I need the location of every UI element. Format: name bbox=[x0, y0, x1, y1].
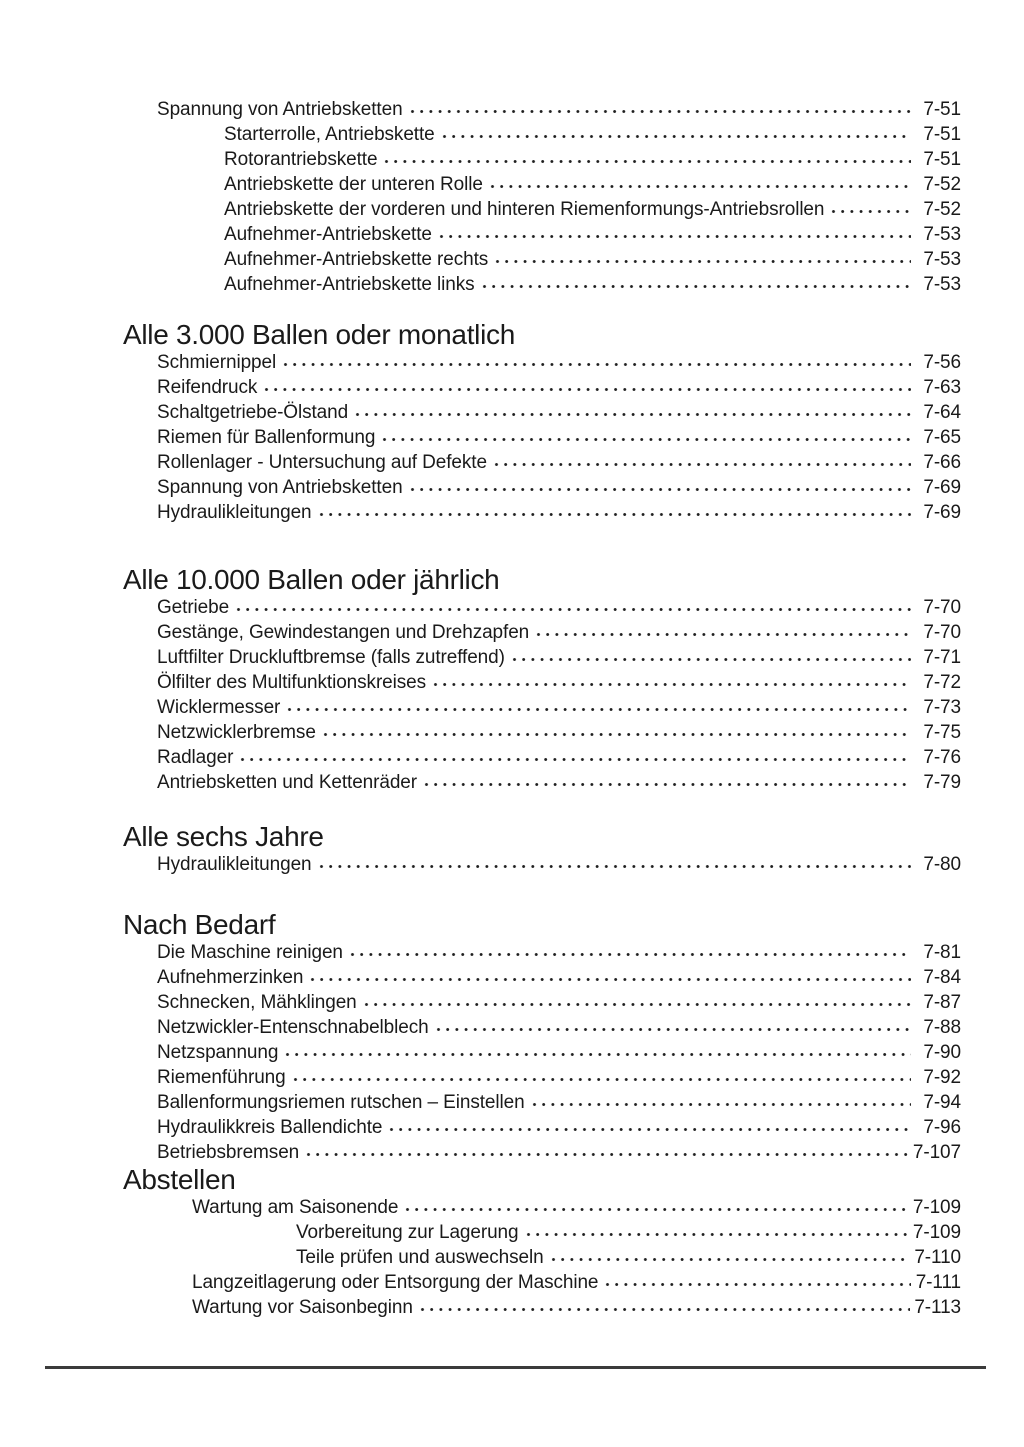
toc-entry-label: Spannung von Antriebsketten bbox=[157, 99, 403, 120]
toc-entry-page-number: 7-111 bbox=[915, 1272, 961, 1293]
leader-dots bbox=[549, 1258, 911, 1263]
toc-entry bbox=[123, 450, 961, 475]
toc-entry-label: Netzwickler-Entenschnabelblech bbox=[157, 1017, 429, 1038]
toc-entry-label: Aufnehmerzinken bbox=[157, 967, 304, 988]
toc-entry-page-number: 7-69 bbox=[923, 477, 961, 498]
toc-entry bbox=[123, 197, 961, 222]
toc-entry-page-number: 7-110 bbox=[914, 1247, 961, 1268]
toc-entry-label: Langzeitlagerung oder Entsorgung der Maschine bbox=[192, 1272, 599, 1293]
leader-dots bbox=[488, 185, 911, 190]
toc-entry-page-number: 7-75 bbox=[923, 722, 961, 743]
toc-entry-label: Aufnehmer-Antriebskette rechts bbox=[224, 249, 489, 270]
toc-entry-page-number: 7-79 bbox=[923, 772, 961, 793]
leader-dots bbox=[382, 160, 911, 165]
toc-entry bbox=[123, 1115, 961, 1140]
toc-entry-label: Riemen für Ballenformung bbox=[157, 427, 376, 448]
toc-entry bbox=[123, 965, 961, 990]
toc-entry-page-number: 7-65 bbox=[923, 427, 961, 448]
leader-dots bbox=[281, 363, 911, 368]
toc-entry bbox=[123, 272, 961, 297]
toc-entry bbox=[123, 147, 961, 172]
toc-entry-page-number: 7-73 bbox=[923, 697, 961, 718]
toc-section-heading: Abstellen bbox=[123, 1164, 236, 1195]
toc-entry-page-number: 7-63 bbox=[923, 377, 961, 398]
toc-entry-label: Rollenlager - Untersuchung auf Defekte bbox=[157, 452, 487, 473]
toc-entry-label: Gestänge, Gewindestangen und Drehzapfen bbox=[157, 622, 530, 643]
toc-section bbox=[123, 320, 961, 525]
toc-entry-label: Wartung vor Saisonbeginn bbox=[192, 1297, 413, 1318]
toc-entry-page-number: 7-81 bbox=[923, 942, 961, 963]
toc-entry bbox=[123, 620, 961, 645]
toc-entry bbox=[123, 1140, 961, 1165]
toc-entry-page-number: 7-107 bbox=[912, 1142, 961, 1163]
toc-entry bbox=[123, 940, 961, 965]
toc-entry-page-number: 7-52 bbox=[923, 174, 961, 195]
toc-section-heading: Alle 3.000 Ballen oder monatlich bbox=[123, 319, 515, 350]
toc-entry-page-number: 7-94 bbox=[923, 1092, 961, 1113]
toc-entry bbox=[123, 1220, 961, 1245]
toc-entry-page-number: 7-51 bbox=[923, 99, 961, 120]
toc-entry-label: Hydraulikkreis Ballendichte bbox=[157, 1117, 383, 1138]
toc-entry-page-number: 7-64 bbox=[923, 402, 961, 423]
toc-entry-label: Hydraulikleitungen bbox=[157, 854, 312, 875]
leader-dots bbox=[480, 285, 911, 290]
toc-entry-label: Rotorantriebskette bbox=[224, 149, 378, 170]
toc-entry bbox=[123, 745, 961, 770]
toc-entry-label: Luftfilter Druckluftbremse (falls zutreffend) bbox=[157, 647, 505, 668]
leader-dots bbox=[234, 608, 911, 613]
leader-dots bbox=[317, 513, 911, 518]
toc-entry bbox=[123, 1270, 961, 1295]
toc-entry bbox=[123, 720, 961, 745]
toc-entry bbox=[123, 122, 961, 147]
leader-dots bbox=[422, 783, 911, 788]
leader-dots bbox=[283, 1053, 911, 1058]
toc-entry-label: Aufnehmer-Antriebskette bbox=[224, 224, 432, 245]
toc-entry-page-number: 7-66 bbox=[923, 452, 961, 473]
leader-dots bbox=[262, 388, 911, 393]
leader-dots bbox=[431, 683, 911, 688]
toc-entry-page-number: 7-70 bbox=[923, 622, 961, 643]
leader-dots bbox=[403, 1208, 909, 1213]
toc-entry bbox=[123, 852, 961, 877]
leader-dots bbox=[304, 1153, 909, 1158]
toc-entry-page-number: 7-92 bbox=[923, 1067, 961, 1088]
leader-dots bbox=[829, 210, 911, 215]
toc-entry-page-number: 7-76 bbox=[923, 747, 961, 768]
toc-entry-page-number: 7-51 bbox=[923, 124, 961, 145]
toc-entry-label: Riemenführung bbox=[157, 1067, 286, 1088]
toc-entry-page-number: 7-69 bbox=[923, 502, 961, 523]
toc-entry-label: Schaltgetriebe-Ölstand bbox=[157, 402, 349, 423]
toc-entry bbox=[123, 97, 961, 122]
leader-dots bbox=[437, 235, 911, 240]
toc-entry-page-number: 7-53 bbox=[923, 274, 961, 295]
toc-entry-label: Betriebsbremsen bbox=[157, 1142, 300, 1163]
toc-section bbox=[123, 1165, 961, 1320]
toc-entry bbox=[123, 172, 961, 197]
toc-entry-label: Wartung am Saisonende bbox=[192, 1197, 399, 1218]
toc-entry bbox=[123, 375, 961, 400]
toc-entry-page-number: 7-109 bbox=[912, 1197, 961, 1218]
toc-entry-label: Schmiernippel bbox=[157, 352, 277, 373]
toc-entry bbox=[123, 670, 961, 695]
toc-entry-page-number: 7-52 bbox=[923, 199, 961, 220]
toc-entry-page-number: 7-109 bbox=[912, 1222, 961, 1243]
toc-entry-page-number: 7-70 bbox=[923, 597, 961, 618]
leader-dots bbox=[510, 658, 911, 663]
toc-entry-page-number: 7-53 bbox=[923, 224, 961, 245]
toc-entry-label: Schnecken, Mähklingen bbox=[157, 992, 357, 1013]
toc-entry bbox=[123, 990, 961, 1015]
toc-entry-page-number: 7-96 bbox=[923, 1117, 961, 1138]
toc-entry-page-number: 7-56 bbox=[923, 352, 961, 373]
toc-entry-page-number: 7-51 bbox=[923, 149, 961, 170]
toc-entry-label: Starterrolle, Antriebskette bbox=[224, 124, 435, 145]
toc-entry bbox=[123, 695, 961, 720]
toc-entry-label: Netzspannung bbox=[157, 1042, 279, 1063]
toc-entry-label: Wicklermesser bbox=[157, 697, 281, 718]
toc-entry-label: Ballenformungsriemen rutschen – Einstellen bbox=[157, 1092, 525, 1113]
toc-entry-label: Aufnehmer-Antriebskette links bbox=[224, 274, 475, 295]
toc-entry-label: Radlager bbox=[157, 747, 234, 768]
toc-entry-label: Hydraulikleitungen bbox=[157, 502, 312, 523]
toc-section-heading: Alle sechs Jahre bbox=[123, 821, 324, 852]
leader-dots bbox=[418, 1308, 911, 1313]
leader-dots bbox=[387, 1128, 911, 1133]
toc-entry bbox=[123, 1065, 961, 1090]
toc-entry-page-number: 7-53 bbox=[923, 249, 961, 270]
leader-dots bbox=[534, 633, 911, 638]
toc-entry-label: Getriebe bbox=[157, 597, 230, 618]
toc-entry bbox=[123, 500, 961, 525]
toc-entry bbox=[123, 475, 961, 500]
toc-entry-page-number: 7-90 bbox=[923, 1042, 961, 1063]
toc-entry-label: Spannung von Antriebsketten bbox=[157, 477, 403, 498]
toc-entry bbox=[123, 1040, 961, 1065]
toc-entry bbox=[123, 645, 961, 670]
toc-section bbox=[123, 910, 961, 1165]
toc-entry-label: Reifendruck bbox=[157, 377, 258, 398]
leader-dots bbox=[440, 135, 911, 140]
table-of-contents bbox=[123, 97, 961, 1320]
leader-dots bbox=[492, 463, 911, 468]
toc-entry bbox=[123, 425, 961, 450]
leader-dots bbox=[348, 953, 911, 958]
toc-entry-label: Antriebskette der vorderen und hinteren Riemenformungs-Antriebsrollen bbox=[224, 199, 825, 220]
toc-section bbox=[123, 565, 961, 795]
toc-entry-label: Vorbereitung zur Lagerung bbox=[296, 1222, 519, 1243]
toc-entry-page-number: 7-72 bbox=[923, 672, 961, 693]
leader-dots bbox=[380, 438, 911, 443]
toc-entry-label: Die Maschine reinigen bbox=[157, 942, 343, 963]
toc-section-heading: Nach Bedarf bbox=[123, 909, 276, 940]
leader-dots bbox=[353, 413, 911, 418]
leader-dots bbox=[524, 1233, 909, 1238]
toc-entry bbox=[123, 595, 961, 620]
toc-entry bbox=[123, 350, 961, 375]
leader-dots bbox=[493, 260, 911, 265]
toc-entry-label: Netzwicklerbremse bbox=[157, 722, 316, 743]
toc-section bbox=[123, 97, 961, 297]
toc-entry-page-number: 7-87 bbox=[923, 992, 961, 1013]
toc-section-heading: Alle 10.000 Ballen oder jährlich bbox=[123, 564, 500, 595]
toc-entry-page-number: 7-71 bbox=[923, 647, 961, 668]
toc-entry bbox=[123, 222, 961, 247]
toc-entry bbox=[123, 770, 961, 795]
leader-dots bbox=[603, 1283, 911, 1288]
toc-entry-page-number: 7-113 bbox=[914, 1297, 961, 1318]
leader-dots bbox=[408, 110, 911, 115]
toc-entry bbox=[123, 1195, 961, 1220]
toc-entry bbox=[123, 247, 961, 272]
leader-dots bbox=[291, 1078, 911, 1083]
leader-dots bbox=[434, 1028, 911, 1033]
footer-rule bbox=[45, 1366, 986, 1369]
leader-dots bbox=[238, 758, 911, 763]
leader-dots bbox=[530, 1103, 911, 1108]
toc-entry bbox=[123, 1245, 961, 1270]
toc-entry-page-number: 7-88 bbox=[923, 1017, 961, 1038]
toc-entry bbox=[123, 400, 961, 425]
leader-dots bbox=[285, 708, 911, 713]
toc-entry bbox=[123, 1295, 961, 1320]
toc-entry-label: Antriebsketten und Kettenräder bbox=[157, 772, 418, 793]
toc-entry-page-number: 7-84 bbox=[923, 967, 961, 988]
toc-entry bbox=[123, 1015, 961, 1040]
toc-entry-label: Teile prüfen und auswechseln bbox=[296, 1247, 544, 1268]
toc-entry-label: Antriebskette der unteren Rolle bbox=[224, 174, 483, 195]
toc-entry-page-number: 7-80 bbox=[923, 854, 961, 875]
leader-dots bbox=[321, 733, 911, 738]
toc-section bbox=[123, 822, 961, 877]
toc-entry bbox=[123, 1090, 961, 1115]
leader-dots bbox=[362, 1003, 911, 1008]
leader-dots bbox=[317, 865, 911, 870]
leader-dots bbox=[308, 978, 911, 983]
leader-dots bbox=[408, 488, 911, 493]
toc-entry-label: Ölfilter des Multifunktionskreises bbox=[157, 672, 427, 693]
